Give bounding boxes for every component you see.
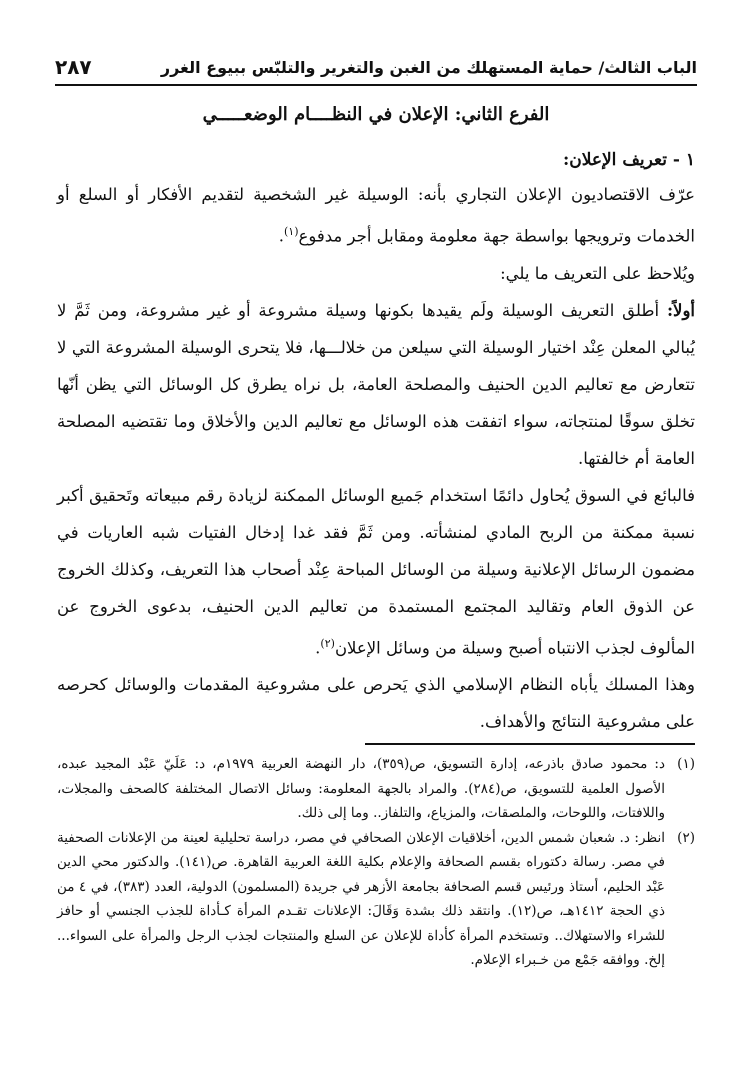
paragraph-text: وهذا المسلك يأباه النظام الإسلامي الذي يَحرص على مشروعية المقدمات والوسائل كحرصه على مشروعية النتائج والأهداف. xyxy=(57,675,695,731)
paragraph-observation-intro xyxy=(57,255,695,292)
footnote-2 xyxy=(57,826,695,973)
footnote-divider xyxy=(365,743,695,745)
footnote-number: (١) xyxy=(677,756,695,772)
main-text xyxy=(57,100,695,740)
paragraph-text: ويُلاحظ على التعريف ما يلي: xyxy=(500,263,695,283)
footnote-ref-1[interactable]: (١) xyxy=(284,225,299,238)
paragraph-definition: عرّف الاقتصاديون الإعلان التجاري بأنه: الوسيلة غير الشخصية لتقديم الأفكار أو السلع أو الخدمات وترويجها بواسطة جهة معلومة ومقابل أجر مدفوع$^{(١)}$. xyxy=(57,185,695,246)
footnote-text: د: محمود صادق باذرعه، إدارة التسويق، ص(٣٥٩)، دار النهضة العربية ١٩٧٩م، د: عَلَيّ عَبْد المجيد عبده، الأصول العلمية للتسويق، ص(٢٨٤). والمراد بالجهة المعلومة: وسائل الاتصال المختلفة كالصحف والمجلات، واللافتات، واللوحات، والملصقات، والمزياع، والتلفاز.. وما إلى ذلك. xyxy=(57,756,666,821)
footnote-text: انظر: د. شعبان شمس الدين، أخلاقيات الإعلان الصحافي في مصر، دراسة تحليلية لعينة من الإعلانات الصحفية في مصر. رسالة دكتوراه بقسم الصحافة والإعلام بكلية اللغة العربية القاهرة. ص(١٤١). والدكتور محي الدين عَبْد الحليم، أستاذ ورئيس قسم الصحافة بجامعة الأزهر في جريدة (المسلمون) الدولية، العدد (٣٨٣)، في ٤ من ذي الحجة ١٤١٢هـ، ص(١٢). وانتقد ذلك بشدة وَقَالَ: الإعلانات تقـدم المرأة كـأداة للجذب الجنسي أو حافز للشراء والاستهلاك.. وتستخدم المرأة كأداة للإعلان عن السلع والمنتجات لجذب الرجل والمرأة على السواء... إلخ. ووافقه جَمْع من خـبراء الإعلام. xyxy=(57,829,666,968)
paragraph-islamic-system xyxy=(57,666,695,740)
paragraph-first-point xyxy=(57,292,695,477)
paragraph-text: أطلق التعريف الوسيلة ولَم يقيدها بكونها وسيلة مشروعة أو غير مشروعة، ومن ثَمَّ لا يُبالي المعلن عِنْد اختيار الوسيلة التي سيلعن من خلالـــها، فلا يتحرى الوسيلة المشروعة التي لا تتعارض مع تعاليم الدين الحنيف والمصلحة العامة، بل نراه يطرق كل الوسائل التي يظن أنّها تخلق سوقًا لمنتجاته، سواء اتفقت هذه الوسائل مع تعاليم الدين والأخلاق وما تقتضيه المصلحة العامة أم خالفتها. xyxy=(57,300,695,468)
page-number: ٢٨٧ xyxy=(55,55,92,79)
footnote-ref-2[interactable]: (٢) xyxy=(320,636,335,650)
footnotes xyxy=(57,752,695,973)
chapter-title: الباب الثالث/ حماية المستهلك من الغبن والتغرير والتلبّس ببيوع الغرر xyxy=(160,57,697,77)
subheading-definition: ١ - تعريف الإعلان: xyxy=(562,150,695,170)
paragraph-lead: أولاً: xyxy=(666,300,695,320)
paragraph-text: عرّف الاقتصاديون الإعلان التجاري بأنه: الوسيلة غير الشخصية لتقديم الأفكار أو السلع أو الخدمات وترويجها بواسطة جهة معلومة ومقابل أجر مدفوع xyxy=(57,185,695,246)
section-title: الفرع الثاني: الإعلان في النظــــام الوضعـــــي xyxy=(202,104,550,125)
paragraph-text: فالبائع في السوق يُحاول دائمًا استخدام جَميع الوسائل الممكنة لزيادة رقم مبيعاته وتَحقيق أكبر نسبة ممكنة من الربح المادي لمنشأته. ومن ثَمَّ فقد غدا إدخال الفتيات شبه العاريات في مضمون الرسائل الإعلانية وسيلة من الوسائل المباحة عِنْد أصحاب هذا التعريف، وكذلك الخروج عن الذوق العام وتقاليد المجتمع المستمدة من تعاليم الدين الحنيف، بدعوى الخروج عن المألوف لجذب الانتباه أصبح وسيلة من وسائل الإعلان xyxy=(57,485,695,657)
footnote-1 xyxy=(57,752,695,826)
paragraph-seller: فالبائع في السوق يُحاول دائمًا استخدام جَميع الوسائل الممكنة لزيادة رقم مبيعاته وتَحقيق أكبر نسبة ممكنة من الربح المادي لمنشأته. ومن ثَمَّ فقد غدا إدخال الفتيات شبه العاريات في مضمون الرسائل الإعلانية وسيلة من الوسائل المباحة عِنْد أصحاب هذا التعريف، وكذلك الخروج عن الذوق العام وتقاليد المجتمع المستمدة من تعاليم الدين الحنيف، بدعوى الخروج عن المألوف لجذب الانتباه أصبح وسيلة من وسائل الإعلان$^{(٢)}$. xyxy=(57,485,695,657)
running-header xyxy=(55,50,697,86)
footnote-number: (٢) xyxy=(677,829,695,846)
